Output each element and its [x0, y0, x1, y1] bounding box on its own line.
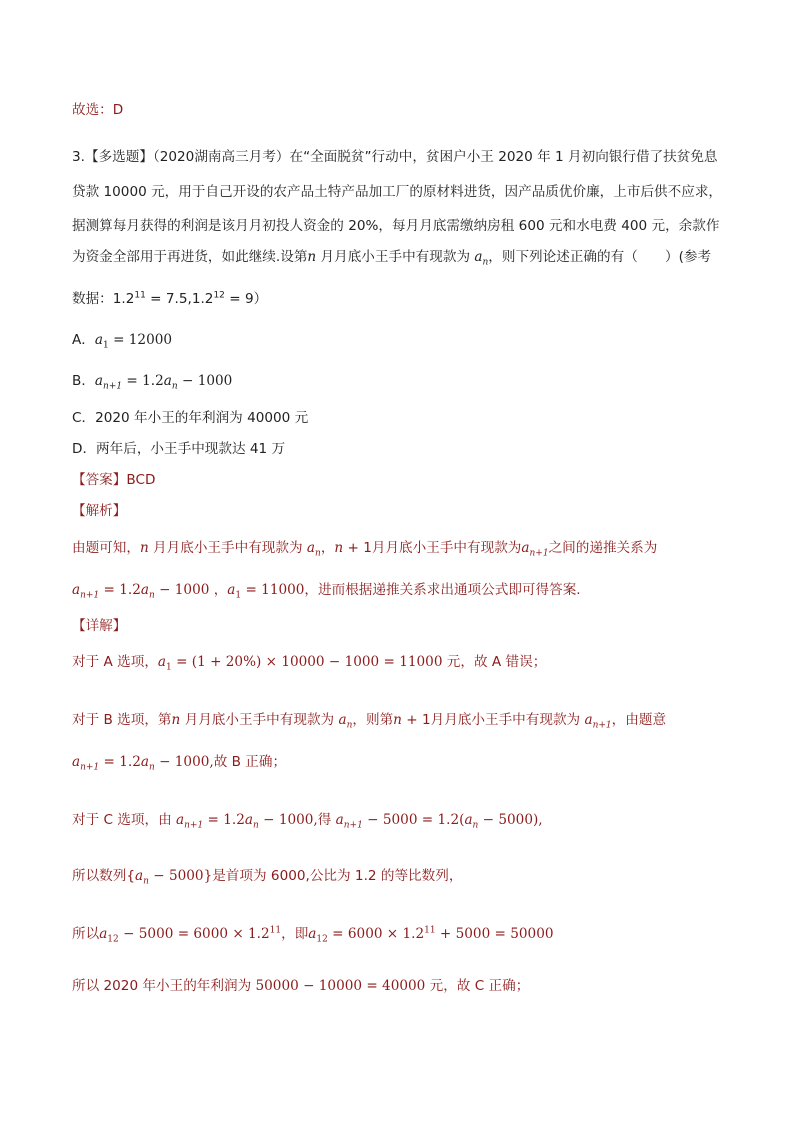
option-a: A．$a_1 = 12000$ — [72, 332, 173, 351]
question-line-4: 为资金全部用于再进货，如此继续.设第n 月月底小王手中有现款为 $a_n$，则下列论述正确的有（ ）(参考 — [72, 249, 712, 268]
detail-heading: 【详解】 — [72, 618, 127, 634]
option-d: D．两年后，小王手中现款达 41 万 — [72, 441, 286, 457]
detail-option-b-line-2: $a_{n+1} = 1.2a_n - 1000$,故 B 正确； — [72, 754, 287, 773]
detail-option-c-line-2: 所以数列$\{a_n - 5000\}$是首项为 6000,公比为 1.2 的等比数列， — [72, 868, 463, 887]
conclusion-prev: 故选：D — [72, 102, 124, 118]
detail-option-b-line-1: 对于 B 选项，第n 月月底小王手中有现款为 $a_n$，则第n + 1月月底小王手中有现款为 $a_{n+1}$，由题意 — [72, 712, 667, 731]
question-line-3: 据测算每月获得的利润是该月月初投人资金的 20%，每月月底需缴纳房租 600 元和水电费 400 元，余款作 — [72, 218, 720, 234]
question-line-1: 3.【多选题】（2020湖南高三月考）在“全面脱贫”行动中，贫困户小王 2020 年 1 月初向银行借了扶贫免息 — [72, 149, 718, 165]
detail-option-c-line-4: 所以 2020 年小王的年利润为 50000 − 10000 = 40000 元，故 C 正确； — [72, 978, 530, 994]
detail-option-c-line-1: 对于 C 选项，由 $a_{n+1} = 1.2a_n - 1000$,得 $a_{n+1} - 5000 = 1.2(a_n - 5000)$, — [72, 812, 543, 831]
question-line-5: 数据：$1.2^{11} = 7.5,1.2^{12} = 9$） — [72, 290, 268, 307]
answer-label: 【答案】BCD — [72, 472, 156, 488]
option-b: B．$a_{n+1} = 1.2a_n - 1000$ — [72, 373, 233, 392]
question-line-2: 贷款 10000 元，用于自己开设的农产品土特产品加工厂的原材料进货，因产品质优价廉，上市后供不应求， — [72, 184, 723, 200]
analysis-line-2: $a_{n+1} = 1.2a_n - 1000$ ，$a_1 = 11000$，进而根据递推关系求出通项公式即可得答案. — [72, 582, 581, 601]
detail-option-a: 对于 A 选项，$a_1 = (1 + 20\%) \times 10000 - 1000 = 11000$ 元，故 A 错误； — [72, 654, 547, 673]
detail-option-c-line-3: 所以$a_{12} - 5000 = 6000 \times 1.2^{11}$，即$a_{12} = 6000 \times 1.2^{11} + 5000 = 50000$ — [72, 925, 554, 945]
option-c: C．2020 年小王的年利润为 40000 元 — [72, 410, 309, 426]
analysis-heading: 【解析】 — [72, 503, 127, 519]
analysis-line-1: 由题可知，n 月月底小王手中有现款为 $a_n$，n + 1月月底小王手中有现款为$a_{n+1}$之间的递推关系为 — [72, 540, 658, 559]
